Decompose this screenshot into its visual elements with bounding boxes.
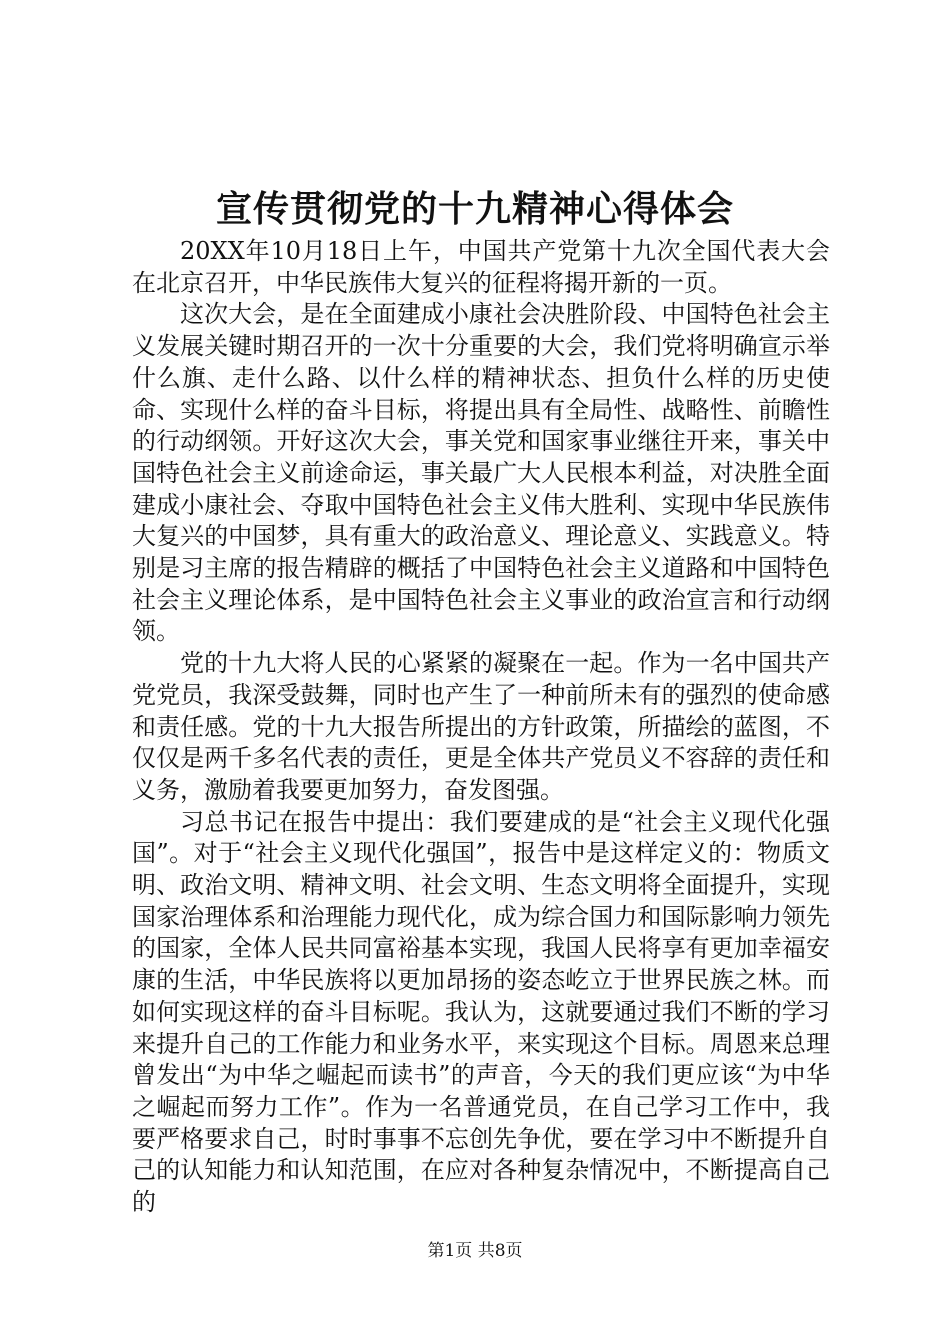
paragraph-1: 20XX年10月18日上午，中国共产党第十九次全国代表大会在北京召开，中华民族伟大复兴的征程将揭开新的一页。 <box>132 237 830 297</box>
paragraph-4: 习总书记在报告中提出：我们要建成的是“社会主义现代化强国”。对于“社会主义现代化强国”，报告中是这样定义的：物质文明、政治文明、精神文明、社会文明、生态文明将全面提升，实现国家治理体系和治理能力现代化，成为综合国力和国际影响力领先的国家，全体人民共同富裕基本实现，我国人民将享有更加幸福安康的生活，中华民族将以更加昂扬的姿态屹立于世界民族之林。而如何实现这样的奋斗目标呢。我认为，这就要通过我们不断的学习来提升自己的工作能力和业务水平，来实现这个目标。周恩来总理曾发出“为中华之崛起而读书”的声音，今天的我们更应该“为中华之崛起而努力工作”。作为一名普通党员，在自己学习工作中，我要严格要求自己，时时事事不忘创先争优，要在学习中不断提升自己的认知能力和认知范围，在应对各种复杂情况中，不断提高自己的 <box>132 807 830 1217</box>
document-title: 宣传贯彻党的十九精神心得体会 <box>215 189 734 230</box>
page-number-footer: 第1页 共8页 <box>427 1241 523 1261</box>
paragraph-3: 党的十九大将人民的心紧紧的凝聚在一起。作为一名中国共产党党员，我深受鼓舞，同时也产生了一种前所未有的强烈的使命感和责任感。党的十九大报告所提出的方针政策，所描绘的蓝图，不仅仅是两千多名代表的责任，更是全体共产党员义不容辞的责任和义务，激励着我要更加努力，奋发图强。 <box>132 649 830 804</box>
document-body <box>132 236 830 1219</box>
paragraph-2: 这次大会，是在全面建成小康社会决胜阶段、中国特色社会主义发展关键时期召开的一次十分重要的大会，我们党将明确宣示举什么旗、走什么路、以什么样的精神状态、担负什么样的历史使命、实现什么样的奋斗目标，将提出具有全局性、战略性、前瞻性的行动纲领。开好这次大会，事关党和国家事业继往开来，事关中国特色社会主义前途命运，事关最广大人民根本利益，对决胜全面建成小康社会、夺取中国特色社会主义伟大胜利、实现中华民族伟大复兴的中国梦，具有重大的政治意义、理论意义、实践意义。特别是习主席的报告精辟的概括了中国特色社会主义道路和中国特色社会主义理论体系，是中国特色社会主义事业的政治宣言和行动纲领。 <box>132 300 830 646</box>
